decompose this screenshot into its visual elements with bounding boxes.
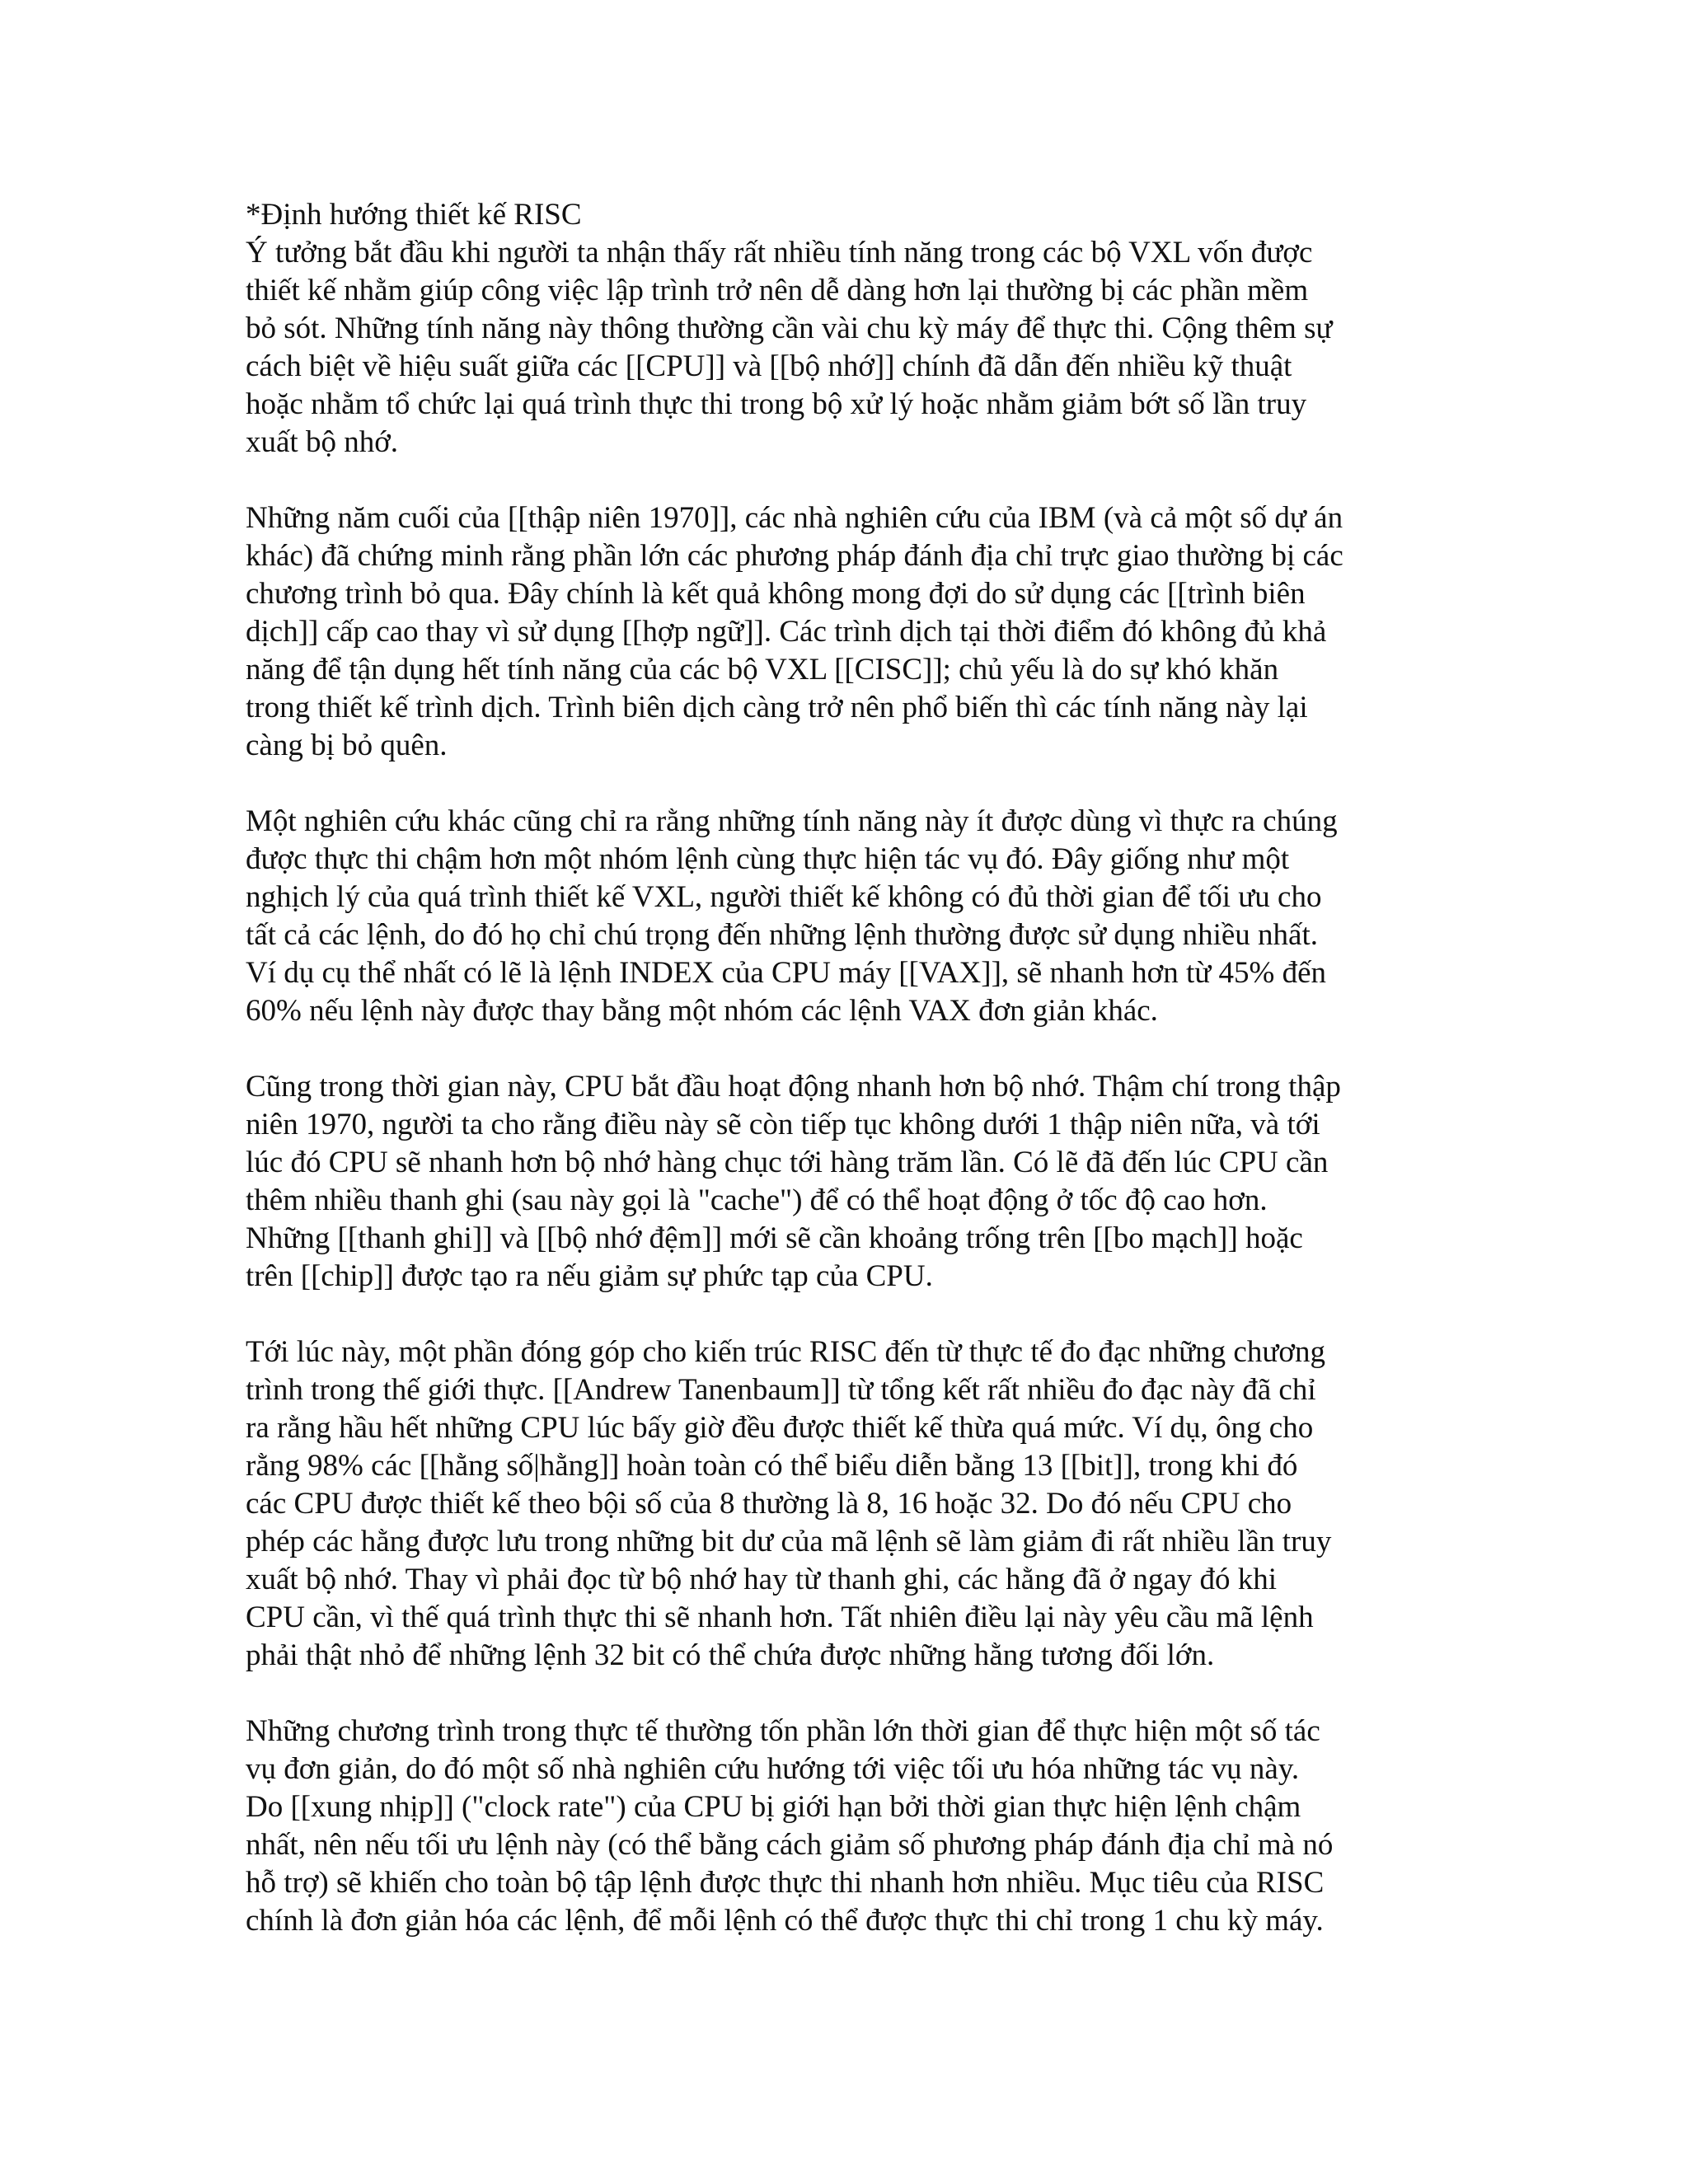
text-line: hỗ trợ) sẽ khiến cho toàn bộ tập lệnh được thực thi nhanh hơn nhiều. Mục tiêu của RISC: [246, 1866, 1325, 1900]
text-line: hoặc nhằm tổ chức lại quá trình thực thi trong bộ xử lý hoặc nhằm giảm bớt số lần truy: [246, 387, 1307, 421]
text-line: phải thật nhỏ để những lệnh 32 bit có thể chứa được những hằng tương đối lớn.: [246, 1638, 1215, 1672]
text-line: được thực thi chậm hơn một nhóm lệnh cùng thực hiện tác vụ đó. Đây giống như một: [246, 842, 1290, 876]
text-line: nghịch lý của quá trình thiết kế VXL, người thiết kế không có đủ thời gian để tối ưu cho: [246, 880, 1322, 914]
text-line: trong thiết kế trình dịch. Trình biên dịch càng trở nên phổ biến thì các tính năng này lại: [246, 691, 1308, 724]
text-line: Ví dụ cụ thể nhất có lẽ là lệnh INDEX của CPU máy [[VAX]], sẽ nhanh hơn từ 45% đến: [246, 956, 1327, 990]
text-line: Những chương trình trong thực tế thường tốn phần lớn thời gian để thực hiện một số tác: [246, 1714, 1320, 1748]
paragraph: [246, 803, 1457, 1030]
text-line: khác) đã chứng minh rằng phần lớn các phương pháp đánh địa chỉ trực giao thường bị các: [246, 539, 1343, 573]
text-line: phép các hằng được lưu trong những bit dư của mã lệnh sẽ làm giảm đi rất nhiều lần truy: [246, 1525, 1332, 1558]
text-line: Cũng trong thời gian này, CPU bắt đầu hoạt động nhanh hơn bộ nhớ. Thậm chí trong thập: [246, 1070, 1341, 1104]
text-line: cách biệt về hiệu suất giữa các [[CPU]] và [[bộ nhớ]] chính đã dẫn đến nhiều kỹ thuật: [246, 349, 1292, 383]
paragraph: [246, 1333, 1457, 1675]
text-line: Một nghiên cứu khác cũng chỉ ra rằng những tính năng này ít được dùng vì thực ra chúng: [246, 804, 1338, 838]
paragraph: [246, 1713, 1457, 1940]
text-line: Do [[xung nhịp]] ("clock rate") của CPU bị giới hạn bởi thời gian thực hiện lệnh chậm: [246, 1790, 1301, 1824]
text-line: rằng 98% các [[hằng số|hằng]] hoàn toàn có thể biểu diễn bằng 13 [[bit]], trong khi đó: [246, 1449, 1298, 1483]
paragraph: [246, 234, 1457, 462]
text-line: ra rằng hầu hết những CPU lúc bấy giờ đều được thiết kế thừa quá mức. Ví dụ, ông cho: [246, 1411, 1314, 1445]
text-line: càng bị bỏ quên.: [246, 729, 448, 762]
paragraph: [246, 1068, 1457, 1296]
text-line: thêm nhiều thanh ghi (sau này gọi là "cache") để có thể hoạt động ở tốc độ cao hơn.: [246, 1183, 1268, 1217]
text-line: trình trong thế giới thực. [[Andrew Tanenbaum]] từ tổng kết rất nhiều đo đạc này đã chỉ: [246, 1373, 1316, 1407]
text-line: xuất bộ nhớ. Thay vì phải đọc từ bộ nhớ hay từ thanh ghi, các hằng đã ở ngay đó khi: [246, 1563, 1278, 1596]
text-line: Tới lúc này, một phần đóng góp cho kiến trúc RISC đến từ thực tế đo đạc những chương: [246, 1335, 1325, 1369]
paragraph: [246, 499, 1457, 765]
text-line: CPU cần, vì thế quá trình thực thi sẽ nhanh hơn. Tất nhiên điều lại này yêu cầu mã lệnh: [246, 1601, 1314, 1634]
text-line: tất cả các lệnh, do đó họ chỉ chú trọng đến những lệnh thường được sử dụng nhiều nhất.: [246, 918, 1318, 952]
text-line: thiết kế nhằm giúp công việc lập trình trở nên dễ dàng hơn lại thường bị các phần mềm: [246, 274, 1309, 307]
document-heading: *Định hướng thiết kế RISC: [246, 198, 582, 232]
text-line: chương trình bỏ qua. Đây chính là kết quả không mong đợi do sử dụng các [[trình biên: [246, 577, 1306, 611]
text-line: lúc đó CPU sẽ nhanh hơn bộ nhớ hàng chục tới hàng trăm lần. Có lẽ đã đến lúc CPU cần: [246, 1146, 1329, 1179]
text-line: các CPU được thiết kế theo bội số của 8 thường là 8, 16 hoặc 32. Do đó nếu CPU cho: [246, 1487, 1292, 1521]
text-line: Những [[thanh ghi]] và [[bộ nhớ đệm]] mới sẽ cần khoảng trống trên [[bo mạch]] hoặc: [246, 1221, 1303, 1255]
text-line: vụ đơn giản, do đó một số nhà nghiên cứu hướng tới việc tối ưu hóa những tác vụ này.: [246, 1752, 1300, 1786]
text-line: niên 1970, người ta cho rằng điều này sẽ còn tiếp tục không dưới 1 thập niên nữa, và tới: [246, 1108, 1320, 1141]
text-line: bỏ sót. Những tính năng này thông thường cần vài chu kỳ máy để thực thi. Cộng thêm sự: [246, 312, 1333, 345]
document-body: [246, 196, 1457, 1978]
text-line: chính là đơn giản hóa các lệnh, để mỗi lệnh có thể được thực thi chỉ trong 1 chu kỳ máy.: [246, 1904, 1324, 1938]
text-line: Ý tưởng bắt đầu khi người ta nhận thấy rất nhiều tính năng trong các bộ VXL vốn được: [246, 236, 1313, 269]
text-line: 60% nếu lệnh này được thay bằng một nhóm các lệnh VAX đơn giản khác.: [246, 994, 1158, 1028]
paragraph-list: [246, 234, 1457, 1940]
text-line: Những năm cuối của [[thập niên 1970]], các nhà nghiên cứu của IBM (và cả một số dự án: [246, 501, 1343, 535]
text-line: nhất, nên nếu tối ưu lệnh này (có thể bằng cách giảm số phương pháp đánh địa chỉ mà nó: [246, 1828, 1334, 1862]
text-line: xuất bộ nhớ.: [246, 425, 399, 459]
text-line: dịch]] cấp cao thay vì sử dụng [[hợp ngữ]]. Các trình dịch tại thời điểm đó không đủ khả: [246, 615, 1327, 649]
text-line: năng để tận dụng hết tính năng của các bộ VXL [[CISC]]; chủ yếu là do sự khó khăn: [246, 653, 1279, 687]
text-line: trên [[chip]] được tạo ra nếu giảm sự phức tạp của CPU.: [246, 1259, 933, 1293]
